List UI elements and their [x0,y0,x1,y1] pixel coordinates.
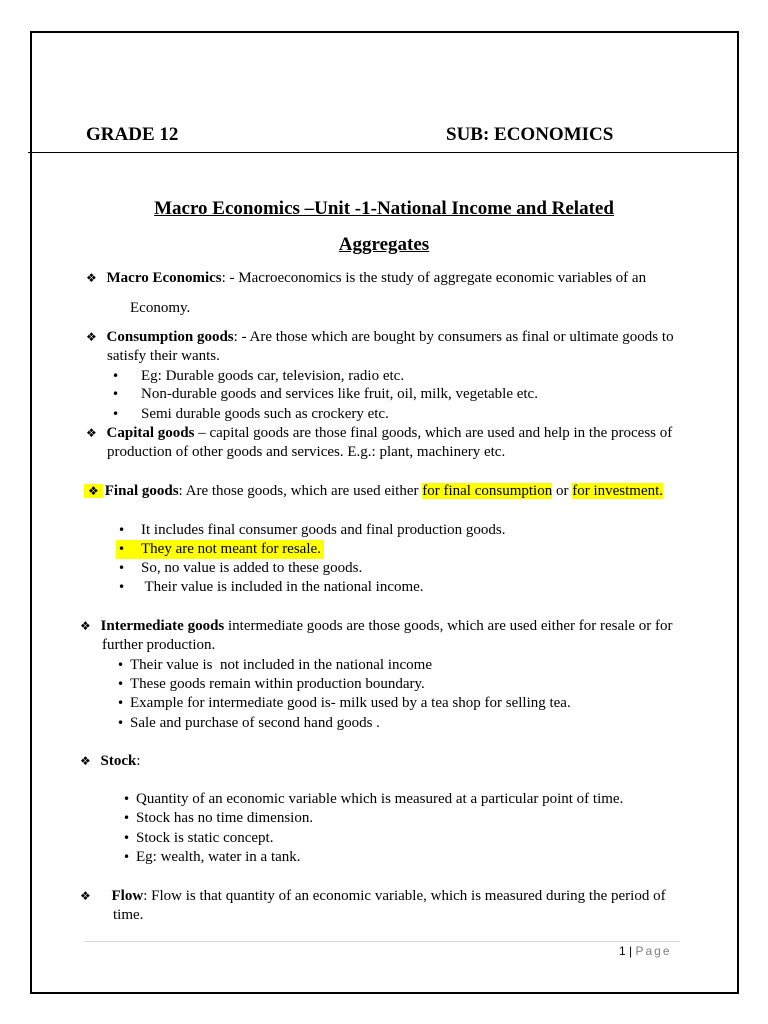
highlight-final-consumption: for final consumption [422,483,553,499]
diamond-icon: ❖ [80,754,91,768]
flow-continuation: time. [113,907,144,923]
diamond-icon: ❖ [86,426,97,440]
capital-continuation: production of other goods and services. E.g.: plant, machinery etc. [107,444,506,460]
term-macro: Macro Economics [106,270,222,286]
intermediate-continuation: further production. [102,637,216,653]
bullet-icon: • [112,387,120,401]
bullet-icon: • [117,677,125,691]
highlight-investment: for investment. [572,483,664,499]
list-item: • Example for intermediate good is- milk used by a tea shop for selling tea. [117,695,571,711]
page-word: Page [635,944,672,958]
section-capital: ❖ Capital goods – capital goods are those final goods, which are used and help in the process of [86,425,673,441]
term-final: Final goods [104,483,179,499]
list-item: • Semi durable goods such as crockery etc. [112,406,389,422]
list-item: • Stock has no time dimension. [123,810,314,826]
bullet-icon: • [118,542,126,556]
section-stock: ❖ Stock: [80,753,141,769]
list-item: • So, no value is added to these goods. [118,560,363,576]
bullet-icon: • [112,369,120,383]
bullet-icon: • [117,658,125,672]
bullet-icon: • [112,407,120,421]
list-item-highlighted: • They are not meant for resale. [116,540,324,559]
bullet-icon: • [117,716,125,730]
bullet-icon: • [118,580,126,594]
list-item: • It includes final consumer goods and final production goods. [118,522,506,538]
term-flow: Flow [111,888,144,904]
bullet-icon: • [123,831,131,845]
list-item: • Eg: wealth, water in a tank. [123,849,301,865]
diamond-icon: ❖ [86,271,97,285]
page-separator: | [629,944,633,958]
list-item: • Stock is static concept. [123,830,274,846]
bullet-icon: • [117,696,125,710]
header-rule [28,152,737,153]
bullet-icon: • [123,792,131,806]
bullet-icon: • [123,850,131,864]
diamond-icon: ❖ [84,484,103,498]
section-consumption: ❖ Consumption goods: - Are those which are bought by consumers as final or ultimate goods to [86,329,674,345]
list-item: • Their value is not included in the national income [117,657,432,673]
page-number: 1 [619,944,626,958]
diamond-icon: ❖ [86,330,97,344]
page-number-footer [619,944,672,958]
list-item: • Non-durable goods and services like fruit, oil, milk, vegetable etc. [112,386,538,402]
list-item: • Their value is included in the national income. [118,579,424,595]
section-final: ❖ Final goods: Are those goods, which are used either for final consumption or for investment. [84,482,663,501]
section-intermediate: ❖ Intermediate goods intermediate goods are those goods, which are used either for resale or for [80,618,673,634]
diamond-icon: ❖ [80,889,91,903]
term-consumption: Consumption goods [106,329,234,345]
subject-label: SUB: ECONOMICS [446,124,614,145]
list-item: • Eg: Durable goods car, television, radio etc. [112,368,405,384]
grade-label: GRADE 12 [86,124,179,145]
macro-continuation: Economy. [130,300,191,316]
footer-rule [84,941,680,942]
section-macro: ❖ Macro Economics: - Macroeconomics is the study of aggregate economic variables of an [86,270,647,286]
bullet-icon: • [118,523,126,537]
document-title-continued: Aggregates [338,234,430,255]
term-stock: Stock [100,753,137,769]
document-title: Macro Economics –Unit -1-National Income and Related [154,198,614,219]
bullet-icon: • [118,561,126,575]
diamond-icon: ❖ [80,619,91,633]
term-capital: Capital goods [106,425,195,441]
bullet-icon: • [123,811,131,825]
list-item: • These goods remain within production boundary. [117,676,425,692]
section-flow: ❖ Flow: Flow is that quantity of an economic variable, which is measured during the period of [80,888,666,904]
list-item: • Quantity of an economic variable which is measured at a particular point of time. [123,791,624,807]
consumption-continuation: satisfy their wants. [107,348,220,364]
list-item: • Sale and purchase of second hand goods . [117,715,380,731]
term-intermediate: Intermediate goods [100,618,225,634]
